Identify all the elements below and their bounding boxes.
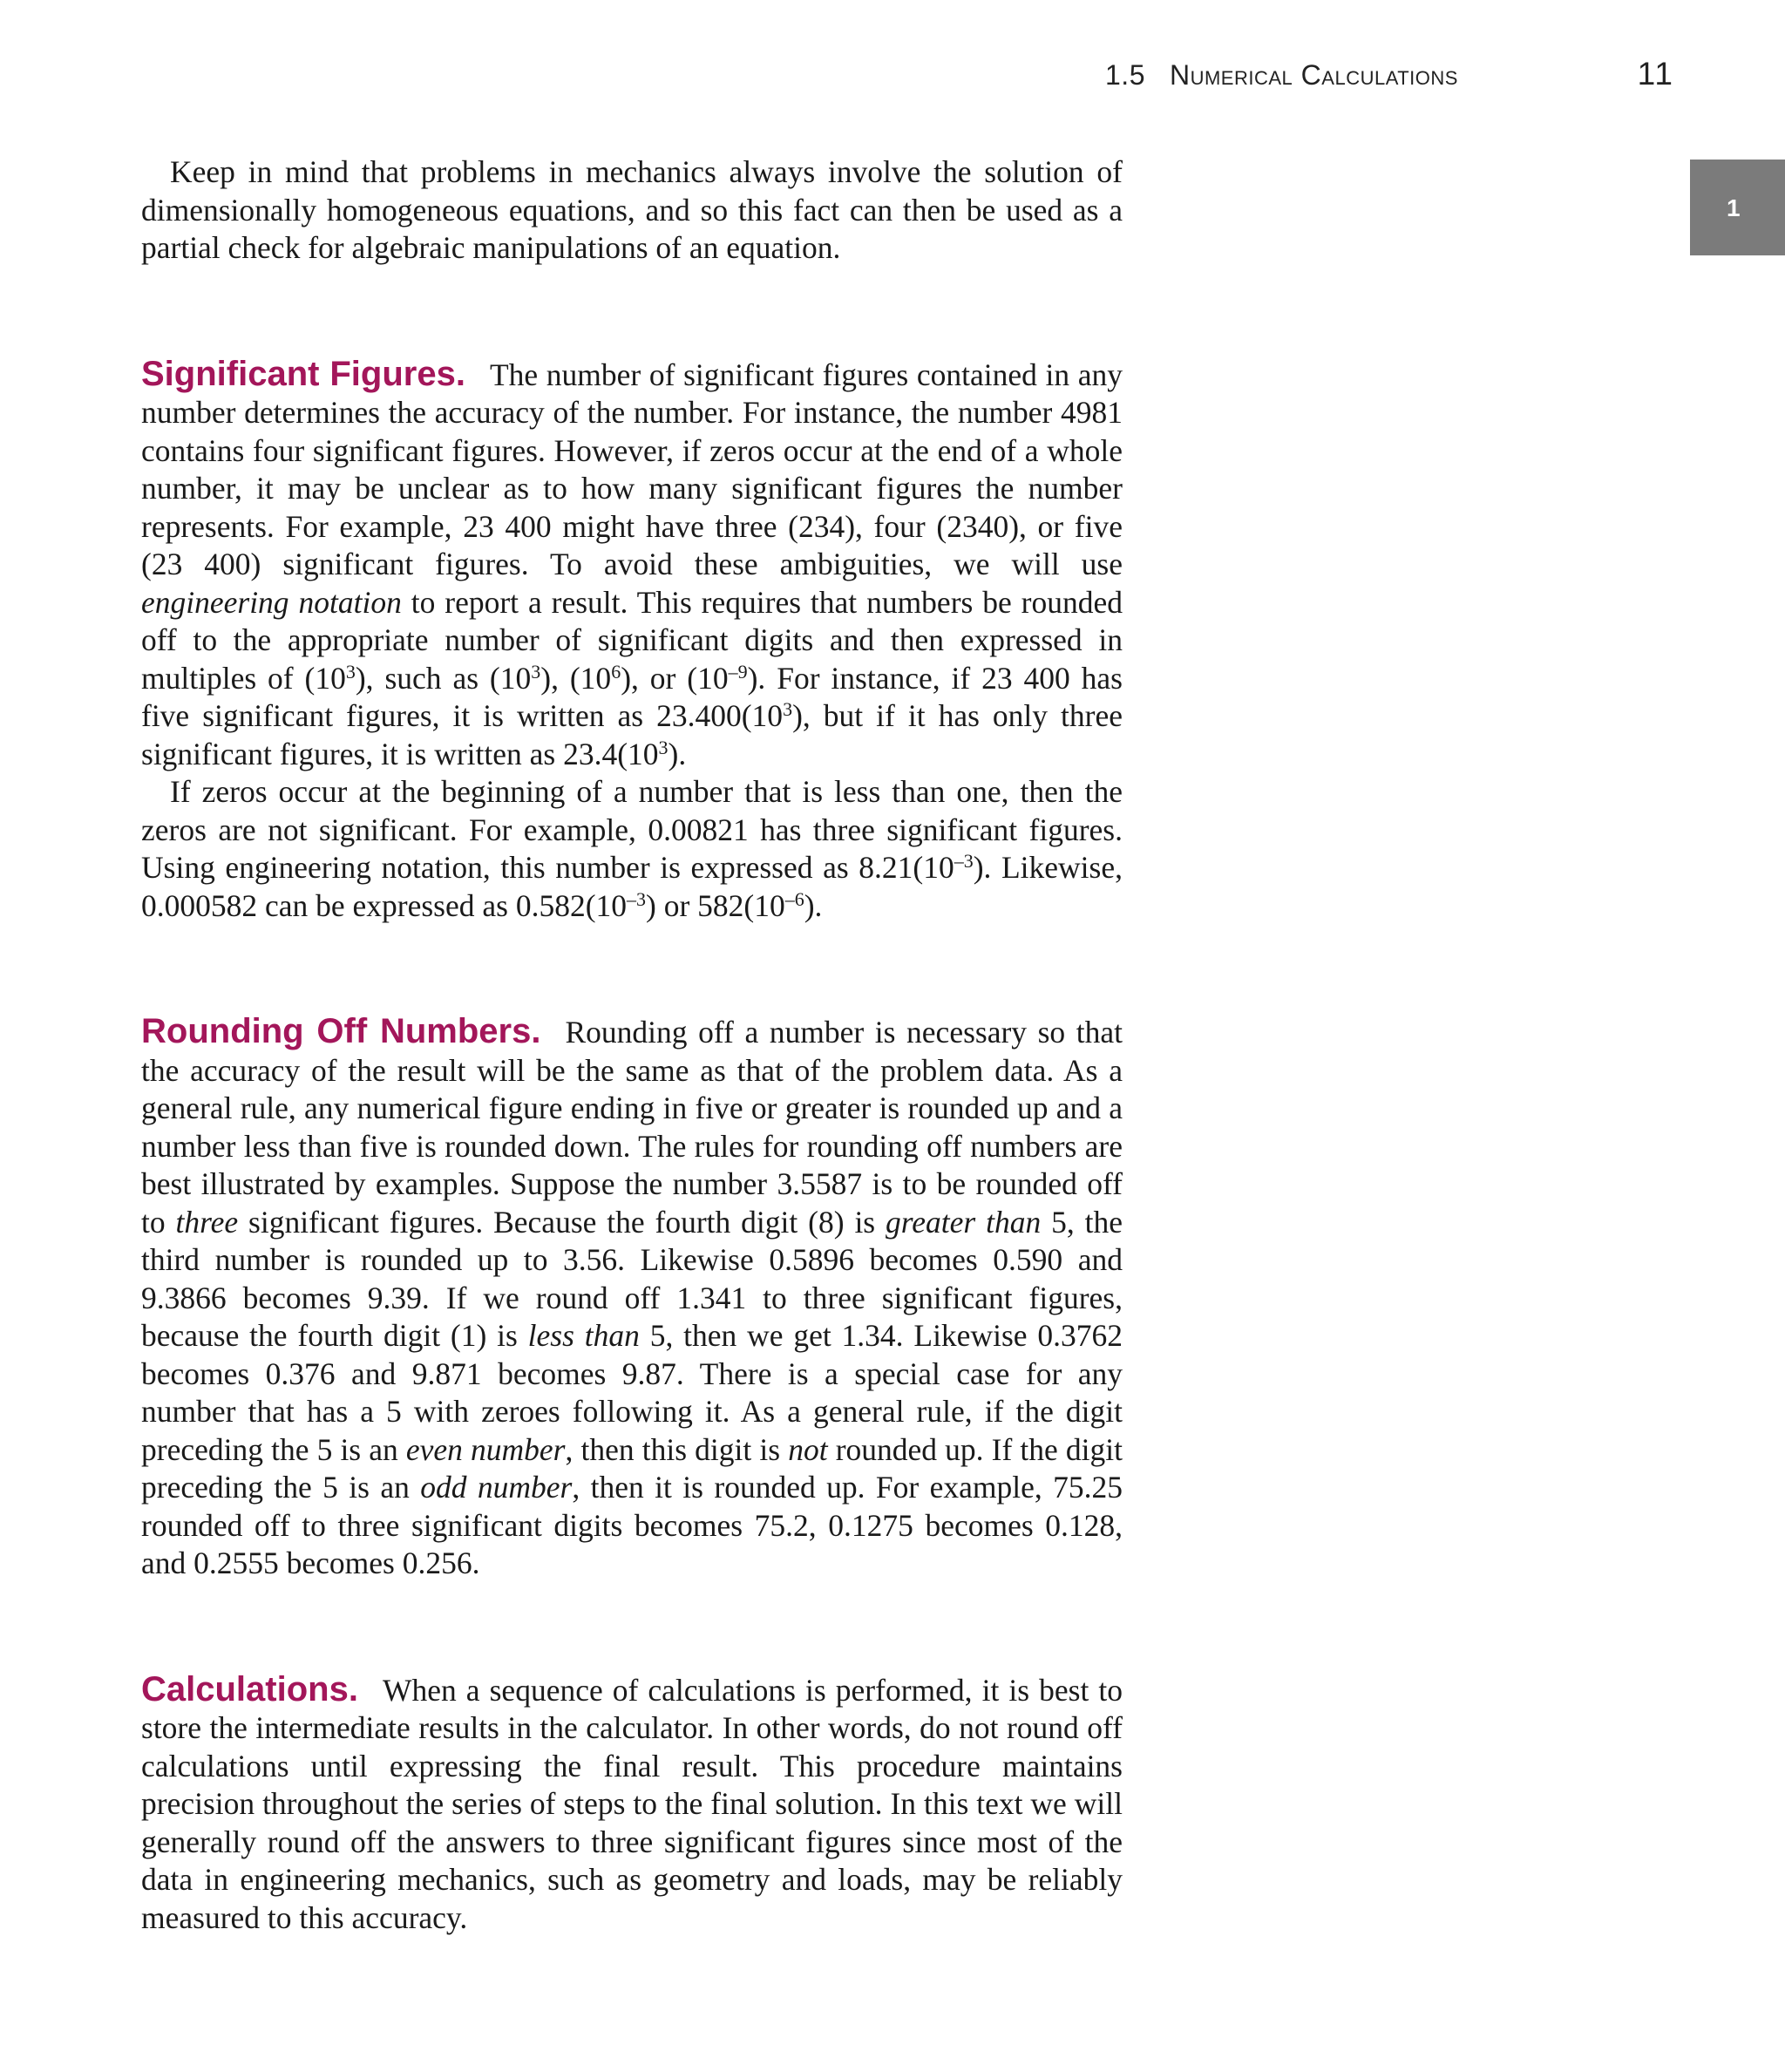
- rounding-heading: Rounding Off Numbers.: [141, 1012, 541, 1050]
- calculations-heading: Calculations.: [141, 1669, 358, 1709]
- calculations-paragraph: [141, 1671, 1123, 1938]
- body-text: ).: [668, 736, 687, 771]
- body-text: ), (10: [540, 660, 612, 696]
- emphasis-text: odd number: [420, 1470, 573, 1505]
- body-text: ).: [804, 887, 823, 923]
- body-text: 5, then we get 1.34. Likewise 0.3762 becomes 0.376 and 9.871 becomes 9.87. There is a special case for any number that has a 5 with zeroes following it. As a general rule, if the digit preceding the 5 is an: [141, 1318, 1123, 1467]
- emphasis-text: not: [788, 1431, 828, 1467]
- superscript: –9: [728, 660, 748, 683]
- superscript: –3: [627, 887, 647, 910]
- superscript: 3: [783, 697, 793, 720]
- body-text: , then it is rounded up. For example, 75.25 rounded off to three significant digits becomes 75.2, 0.1275 becomes 0.128, and 0.2555 becomes 0.256.: [141, 1470, 1123, 1580]
- body-text: to report a result. This requires that numbers be rounded off to the appropriate number of significant digits and then expressed in multiples of (10: [141, 584, 1123, 696]
- significant-figures-paragraph-2: [141, 773, 1123, 925]
- emphasis-text: greater than: [886, 1204, 1042, 1240]
- body-text: Rounding off a number is necessary so that the accuracy of the result will be the same as that of the problem data. As a general rule, any numerical figure ending in five or greater is rounded up and a number less than five is rounded down. The rules for rounding off numbers are best illustrated by examples. Suppose the number 3.5587 is to be rounded off to: [141, 1015, 1123, 1240]
- body-text: ). For instance, if 23 400 has five significant figures, it is written as 23.400(10: [141, 660, 1123, 733]
- rounding-section: [141, 1013, 1123, 1583]
- body-text: ) or 582(10: [646, 887, 785, 923]
- emphasis-text: even number: [405, 1431, 566, 1467]
- rounding-paragraph: [141, 1013, 1123, 1583]
- chapter-tab: 1: [1690, 160, 1785, 255]
- body-text: ), such as (10: [355, 660, 532, 696]
- superscript: –3: [954, 849, 974, 872]
- emphasis-text: three: [175, 1204, 239, 1240]
- superscript: –6: [784, 887, 804, 910]
- calculations-section: [141, 1671, 1123, 1938]
- body-text: ), but if it has only three significant figures, it is written as 23.4(10: [141, 698, 1123, 771]
- body-text: ). Likewise, 0.000582 can be expressed as 0.582(10: [141, 850, 1123, 923]
- section-title: Numerical Calculations: [1169, 59, 1458, 91]
- emphasis-text: less than: [527, 1318, 640, 1353]
- body-text: When a sequence of calculations is performed, it is best to store the intermediate results in the calculator. In other words, do not round off calculations until expressing the final result. This procedure maintains precision throughout the series of steps to the final solution. In this text we will generally round off the answers to three significant figures since most of the data in engineering mechanics, such as geometry and loads, may be reliably measured to this accuracy.: [141, 1672, 1123, 1935]
- running-head: [1105, 59, 1458, 92]
- superscript: 3: [658, 736, 669, 758]
- body-text: rounded up. If the digit preceding the 5 is an: [141, 1431, 1123, 1505]
- body-text: The number of significant figures contained in any number determines the accuracy of the number. For instance, the number 4981 contains four significant figures. However, if zeros occur at the end of a whole number, it may be unclear as to how many significant figures the number represents. For example, 23 400 might have three (234), four (2340), or five (23 400) significant figures. To avoid these ambiguities, we will use: [141, 357, 1123, 581]
- body-text: If zeros occur at the beginning of a number that is less than one, then the zeros are not significant. For example, 0.00821 has three significant figures. Using engineering notation, this number is expressed as 8.21(10: [141, 774, 1123, 885]
- emphasis-text: engineering notation: [141, 584, 402, 620]
- page-number: 11: [1637, 56, 1674, 92]
- significant-figures-heading: Significant Figures.: [141, 354, 465, 393]
- superscript: 3: [345, 660, 356, 683]
- section-number: 1.5: [1105, 59, 1145, 91]
- body-text: ), or (10: [621, 660, 729, 696]
- superscript: 6: [611, 660, 621, 683]
- significant-figures-paragraph-1: [141, 356, 1123, 774]
- significant-figures-section: [141, 356, 1123, 926]
- body-text: significant figures. Because the fourth digit (8) is: [238, 1204, 886, 1240]
- intro-paragraph: Keep in mind that problems in mechanics always involve the solution of dimensionally homogeneous equations, and so this fact can then be used as a partial check for algebraic manipulations of an equation.: [141, 154, 1123, 265]
- page-body: [141, 153, 1123, 1937]
- body-text: 5, the third number is rounded up to 3.56. Likewise 0.5896 becomes 0.590 and 9.3866 becomes 9.39. If we round off 1.341 to three significant figures, because the fourth digit (1) is: [141, 1204, 1123, 1353]
- body-text: , then this digit is: [565, 1431, 789, 1467]
- superscript: 3: [531, 660, 541, 683]
